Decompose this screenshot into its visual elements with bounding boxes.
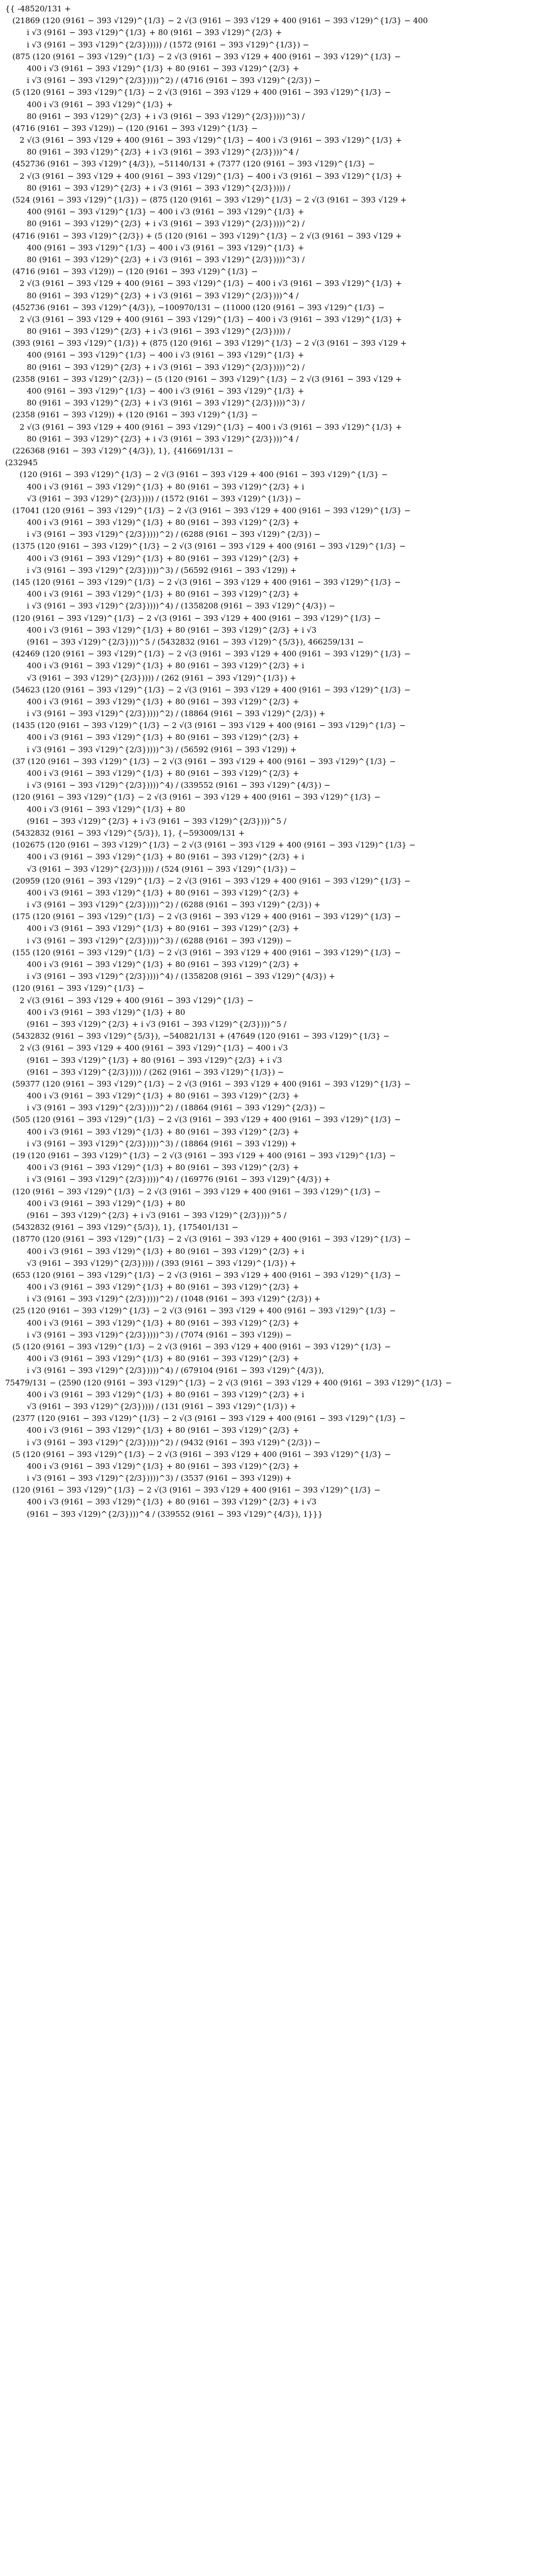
math-output-line: 400 (9161 − 393 √129)^{1/3} − 400 i √3 (9161 − 393 √129)^{1/3} + bbox=[27, 386, 304, 396]
math-output-line: 80 (9161 − 393 √129)^{2/3} + i √3 (9161 − 393 √129)^{2/3})))) / bbox=[27, 183, 291, 193]
math-output-line: 400 i √3 (9161 − 393 √129)^{1/3} + 80 (9161 − 393 √129)^{2/3} + bbox=[27, 1091, 299, 1101]
math-output-line: i √3 (9161 − 393 √129)^{2/3}))))^4) / (1358208 (9161 − 393 √129)^{4/3}) + bbox=[27, 972, 335, 981]
math-output-line: i √3 (9161 − 393 √129)^{2/3}))))^3) / (7074 (9161 − 393 √129)) − bbox=[27, 1330, 292, 1340]
math-output-line: 400 i √3 (9161 − 393 √129)^{1/3} + 80 (9161 − 393 √129)^{2/3} + i bbox=[27, 661, 304, 671]
math-output-line: (42469 (120 (9161 − 393 √129)^{1/3} − 2 √(3 (9161 − 393 √129 + 400 (9161 − 393 √129)^{1/3} − bbox=[12, 649, 411, 659]
math-output-line: (21869 (120 (9161 − 393 √129)^{1/3} − 2 √(3 (9161 − 393 √129 + 400 (9161 − 393 √129)^{1/3} − 400 bbox=[12, 16, 428, 26]
math-output-line: (120 (9161 − 393 √129)^{1/3} − 2 √(3 (9161 − 393 √129 + 400 (9161 − 393 √129)^{1/3} − bbox=[12, 613, 381, 623]
math-output-line: 400 i √3 (9161 − 393 √129)^{1/3} + 80 (9161 − 393 √129)^{2/3} + bbox=[27, 924, 299, 934]
math-output-line: i √3 (9161 − 393 √129)^{2/3}))))^3) / (56592 (9161 − 393 √129)) + bbox=[27, 744, 297, 754]
math-output-line: 80 (9161 − 393 √129)^{2/3} + i √3 (9161 − 393 √129)^{2/3}))))^3) / bbox=[27, 111, 305, 121]
math-output-line: (54623 (120 (9161 − 393 √129)^{1/3} − 2 √(3 (9161 − 393 √129 + 400 (9161 − 393 √129)^{1/3} − bbox=[12, 685, 411, 694]
math-output-line: (505 (120 (9161 − 393 √129)^{1/3} − 2 √(3 (9161 − 393 √129 + 400 (9161 − 393 √129)^{1/3} − bbox=[12, 1115, 401, 1125]
math-output-line: 400 i √3 (9161 − 393 √129)^{1/3} + 80 bbox=[27, 1007, 185, 1017]
math-output-line: 400 (9161 − 393 √129)^{1/3} − 400 i √3 (9161 − 393 √129)^{1/3} + bbox=[27, 350, 304, 360]
math-output-line: 2 √(3 (9161 − 393 √129 + 400 (9161 − 393 √129)^{1/3} − 400 i √3 (9161 − 393 √129)^{1/3} + bbox=[20, 422, 402, 432]
math-output-line: (875 (120 (9161 − 393 √129)^{1/3} − 2 √(3 (9161 − 393 √129 + 400 (9161 − 393 √129)^{1/3} − bbox=[12, 52, 401, 61]
math-output-line: i √3 (9161 − 393 √129)^{2/3}))))) / (1572 (9161 − 393 √129)^{1/3}) − bbox=[27, 40, 309, 49]
math-output-line: i √3 (9161 − 393 √129)^{2/3}))))^4) / (679104 (9161 − 393 √129)^{4/3}), bbox=[27, 1366, 324, 1376]
math-output-line: i √3 (9161 − 393 √129)^{2/3}))))^2) / (4716 (9161 − 393 √129)^{2/3}) − bbox=[27, 76, 321, 86]
math-output-line: (452736 (9161 − 393 √129)^{4/3}), −51140/131 + (7377 (120 (9161 − 393 √129)^{1/3} − bbox=[12, 159, 375, 169]
math-output-line: √3 (9161 − 393 √129)^{2/3})))) / (131 (9161 − 393 √129)^{1/3}) + bbox=[27, 1401, 297, 1411]
math-output-line: 400 i √3 (9161 − 393 √129)^{1/3} + 80 bbox=[27, 804, 185, 814]
math-output-line: 2 √(3 (9161 − 393 √129 + 400 (9161 − 393 √129)^{1/3} − 400 i √3 (9161 − 393 √129)^{1/3} + bbox=[20, 171, 402, 181]
math-output-line: 400 i √3 (9161 − 393 √129)^{1/3} + 80 (9161 − 393 √129)^{2/3} + i √3 bbox=[27, 1497, 317, 1507]
math-output-line: (25 (120 (9161 − 393 √129)^{1/3} − 2 √(3 (9161 − 393 √129 + 400 (9161 − 393 √129)^{1/3} − bbox=[12, 1306, 396, 1316]
math-output-line: (9161 − 393 √129)^{2/3} + i √3 (9161 − 393 √129)^{2/3})))^5 / bbox=[27, 1210, 286, 1220]
math-output-line: (120 (9161 − 393 √129)^{1/3} − 2 √(3 (9161 − 393 √129 + 400 (9161 − 393 √129)^{1/3} − bbox=[12, 792, 381, 802]
math-output-line: 400 i √3 (9161 − 393 √129)^{1/3} + 80 (9161 − 393 √129)^{2/3} + i bbox=[27, 1246, 304, 1256]
math-output-line: (19 (120 (9161 − 393 √129)^{1/3} − 2 √(3 (9161 − 393 √129 + 400 (9161 − 393 √129)^{1/3} − bbox=[12, 1151, 396, 1160]
math-output-line: 400 i √3 (9161 − 393 √129)^{1/3} + 80 (9161 − 393 √129)^{2/3} + bbox=[27, 1461, 299, 1471]
math-output-line: (5 (120 (9161 − 393 √129)^{1/3} − 2 √(3 (9161 − 393 √129 + 400 (9161 − 393 √129)^{1/3} − bbox=[12, 88, 391, 97]
math-output-line: (120 (9161 − 393 √129)^{1/3} − bbox=[12, 984, 144, 993]
math-output-line: 2 √(3 (9161 − 393 √129 + 400 (9161 − 393 √129)^{1/3} − 400 i √3 (9161 − 393 √129)^{1/3} + bbox=[20, 135, 402, 145]
math-output-line: √3 (9161 − 393 √129)^{2/3})))) / (1572 (9161 − 393 √129)^{1/3}) − bbox=[27, 494, 301, 503]
math-output-line: 80 (9161 − 393 √129)^{2/3} + i √3 (9161 − 393 √129)^{2/3}))))^2) / bbox=[27, 219, 305, 229]
math-output-line: 400 i √3 (9161 − 393 √129)^{1/3} + 80 (9161 − 393 √129)^{2/3} + bbox=[27, 769, 299, 778]
math-output-line: i √3 (9161 − 393 √129)^{1/3} + 80 (9161 − 393 √129)^{2/3} + bbox=[27, 28, 282, 38]
math-output-line: √3 (9161 − 393 √129)^{2/3})))) / (524 (9161 − 393 √129)^{1/3}) − bbox=[27, 864, 297, 874]
math-output-line: 400 (9161 − 393 √129)^{1/3} − 400 i √3 (9161 − 393 √129)^{1/3} + bbox=[27, 207, 304, 217]
math-output-line: 400 i √3 (9161 − 393 √129)^{1/3} + 80 (9161 − 393 √129)^{2/3} + bbox=[27, 888, 299, 897]
math-output-line: 400 i √3 (9161 − 393 √129)^{1/3} + 80 (9161 − 393 √129)^{2/3} + i √3 bbox=[27, 625, 317, 635]
math-output-line: i √3 (9161 − 393 √129)^{2/3}))))^2) / (18864 (9161 − 393 √129)^{2/3}) + bbox=[27, 709, 326, 719]
math-output-line: (17041 (120 (9161 − 393 √129)^{1/3} − 2 √(3 (9161 − 393 √129 + 400 (9161 − 393 √129)^{1/3} − bbox=[12, 505, 411, 515]
math-output-line: i √3 (9161 − 393 √129)^{2/3}))))^3) / (56592 (9161 − 393 √129)) + bbox=[27, 565, 297, 575]
math-output-line: 2 √(3 (9161 − 393 √129 + 400 (9161 − 393 √129)^{1/3} − 400 i √3 (9161 − 393 √129)^{1/3} + bbox=[20, 314, 402, 324]
math-output-line: (393 (9161 − 393 √129)^{1/3}) + (875 (120 (9161 − 393 √129)^{1/3} − 2 √(3 (9161 − 393 √129 + bbox=[12, 338, 407, 348]
math-output-line: i √3 (9161 − 393 √129)^{2/3}))))^2) / (6288 (9161 − 393 √129)^{2/3}) − bbox=[27, 530, 321, 539]
math-output-line: i √3 (9161 − 393 √129)^{2/3}))))^3) / (18864 (9161 − 393 √129)) + bbox=[27, 1139, 297, 1148]
math-output-line: 2 √(3 (9161 − 393 √129 + 400 (9161 − 393 √129)^{1/3} − 400 i √3 bbox=[20, 1043, 288, 1053]
math-output-line: 2 √(3 (9161 − 393 √129 + 400 (9161 − 393 √129)^{1/3} − 400 i √3 (9161 − 393 √129)^{1/3} + bbox=[20, 279, 402, 289]
math-output-line: (9161 − 393 √129)^{2/3})))) / (262 (9161 − 393 √129)^{1/3}) − bbox=[27, 1067, 284, 1077]
math-output-line: i √3 (9161 − 393 √129)^{2/3}))))^4) / (169776 (9161 − 393 √129)^{4/3}) + bbox=[27, 1175, 331, 1184]
math-output-line: (1435 (120 (9161 − 393 √129)^{1/3} − 2 √(3 (9161 − 393 √129 + 400 (9161 − 393 √129)^{1/3} − bbox=[12, 721, 406, 731]
math-output-line: (120 (9161 − 393 √129)^{1/3} − 2 √(3 (9161 − 393 √129 + 400 (9161 − 393 √129)^{1/3} − bbox=[20, 470, 388, 480]
math-output-line: (1375 (120 (9161 − 393 √129)^{1/3} − 2 √(3 (9161 − 393 √129 + 400 (9161 − 393 √129)^{1/3} − bbox=[12, 541, 406, 551]
math-output-line: (232945 bbox=[5, 458, 38, 468]
math-output-line: (102675 (120 (9161 − 393 √129)^{1/3} − 2 √(3 (9161 − 393 √129 + 400 (9161 − 393 √129)^{1/3} − bbox=[12, 840, 416, 850]
math-output-line: 400 i √3 (9161 − 393 √129)^{1/3} + 80 (9161 − 393 √129)^{2/3} + bbox=[27, 1426, 299, 1435]
math-output-line: (5432832 (9161 − 393 √129)^{5/3}), 1}, {175401/131 − bbox=[12, 1223, 239, 1232]
math-output-line: (155 (120 (9161 − 393 √129)^{1/3} − 2 √(3 (9161 − 393 √129 + 400 (9161 − 393 √129)^{1/3} − bbox=[12, 947, 401, 957]
math-output-line: 80 (9161 − 393 √129)^{2/3} + i √3 (9161 − 393 √129)^{2/3})))^4 / bbox=[27, 434, 299, 444]
math-output-line: (4716 (9161 − 393 √129)) − (120 (9161 − 393 √129)^{1/3} − bbox=[12, 123, 258, 133]
math-output-line: 75479/131 − (2590 (120 (9161 − 393 √129)^{1/3} − 2 √(3 (9161 − 393 √129 + 400 (9161 − 393 √129)^{1/3} − bbox=[5, 1378, 452, 1387]
math-output-line: (226368 (9161 − 393 √129)^{4/3}), 1}, {416691/131 − bbox=[12, 446, 234, 455]
math-output-line: (2358 (9161 − 393 √129)^{2/3}) − (5 (120 (9161 − 393 √129)^{1/3} − 2 √(3 (9161 − 393 √129 + bbox=[12, 374, 402, 384]
math-output-line: i √3 (9161 − 393 √129)^{2/3}))))^3) / (3537 (9161 − 393 √129)) + bbox=[27, 1473, 292, 1483]
math-output-line: 80 (9161 − 393 √129)^{2/3} + i √3 (9161 − 393 √129)^{2/3})))^4 / bbox=[27, 291, 299, 300]
math-output-line: (5432832 (9161 − 393 √129)^{5/3}), 1}, {−593009/131 + bbox=[12, 828, 245, 838]
math-output-line: i √3 (9161 − 393 √129)^{2/3}))))^2) / (9432 (9161 − 393 √129)^{2/3}) − bbox=[27, 1437, 321, 1447]
math-output-line: 400 i √3 (9161 − 393 √129)^{1/3} + 80 (9161 − 393 √129)^{2/3} + bbox=[27, 1127, 299, 1137]
math-output-line: (2377 (120 (9161 − 393 √129)^{1/3} − 2 √(3 (9161 − 393 √129 + 400 (9161 − 393 √129)^{1/3} − bbox=[12, 1414, 406, 1423]
math-output-line: (9161 − 393 √129)^{2/3} + i √3 (9161 − 393 √129)^{2/3})))^5 / bbox=[27, 1019, 286, 1029]
math-output-line: 400 i √3 (9161 − 393 √129)^{1/3} + 80 (9161 − 393 √129)^{2/3} + bbox=[27, 960, 299, 969]
math-output-line: (37 (120 (9161 − 393 √129)^{1/3} − 2 √(3 (9161 − 393 √129 + 400 (9161 − 393 √129)^{1/3} − bbox=[12, 756, 396, 766]
math-output-line: 400 i √3 (9161 − 393 √129)^{1/3} + 80 (9161 − 393 √129)^{2/3} + bbox=[27, 589, 299, 599]
math-output-line: 400 i √3 (9161 − 393 √129)^{1/3} + 80 bbox=[27, 1198, 185, 1208]
math-output-line: i √3 (9161 − 393 √129)^{2/3}))))^2) / (18864 (9161 − 393 √129)^{2/3}) − bbox=[27, 1103, 326, 1113]
math-output-line: (4716 (9161 − 393 √129)) − (120 (9161 − 393 √129)^{1/3} − bbox=[12, 267, 258, 277]
math-output-line: (120 (9161 − 393 √129)^{1/3} − 2 √(3 (9161 − 393 √129 + 400 (9161 − 393 √129)^{1/3} − bbox=[12, 1485, 381, 1495]
math-output-line: 400 i √3 (9161 − 393 √129)^{1/3} + 80 (9161 − 393 √129)^{2/3} + bbox=[27, 1318, 299, 1328]
math-output-line: 80 (9161 − 393 √129)^{2/3} + i √3 (9161 − 393 √129)^{2/3})))^4 / bbox=[27, 147, 299, 157]
math-output-line: 400 i √3 (9161 − 393 √129)^{1/3} + bbox=[27, 99, 173, 109]
math-output-line: (9161 − 393 √129)^{2/3} + i √3 (9161 − 393 √129)^{2/3})))^5 / bbox=[27, 816, 286, 826]
math-output-line: (452736 (9161 − 393 √129)^{4/3}), −100970/131 − (11000 (120 (9161 − 393 √129)^{1/3} − bbox=[12, 302, 385, 312]
math-output-line: 80 (9161 − 393 √129)^{2/3} + i √3 (9161 − 393 √129)^{2/3}))))^2) / bbox=[27, 362, 305, 372]
math-output-line: (5432832 (9161 − 393 √129)^{5/3}), −540821/131 + (47649 (120 (9161 − 393 √129)^{1/3} − bbox=[12, 1031, 390, 1041]
math-output-line: (9161 − 393 √129)^{2/3})))^5 / (5432832 (9161 − 393 √129)^{5/3}), 466259/131 − bbox=[27, 637, 364, 647]
math-output-line: (5 (120 (9161 − 393 √129)^{1/3} − 2 √(3 (9161 − 393 √129 + 400 (9161 − 393 √129)^{1/3} − bbox=[12, 1449, 391, 1459]
math-output-line: (653 (120 (9161 − 393 √129)^{1/3} − 2 √(3 (9161 − 393 √129 + 400 (9161 − 393 √129)^{1/3} − bbox=[12, 1270, 401, 1280]
math-output-line: (20959 (120 (9161 − 393 √129)^{1/3} − 2 √(3 (9161 − 393 √129 + 400 (9161 − 393 √129)^{1/3} − bbox=[12, 876, 411, 886]
math-output-line: 400 i √3 (9161 − 393 √129)^{1/3} + 80 (9161 − 393 √129)^{2/3} + bbox=[27, 518, 299, 528]
math-output-line: (59377 (120 (9161 − 393 √129)^{1/3} − 2 √(3 (9161 − 393 √129 + 400 (9161 − 393 √129)^{1/3} − bbox=[12, 1079, 411, 1089]
math-output-line: (524 (9161 − 393 √129)^{1/3}) − (875 (120 (9161 − 393 √129)^{1/3} − 2 √(3 (9161 − 393 √129 + bbox=[12, 195, 407, 205]
math-output-line: (5 (120 (9161 − 393 √129)^{1/3} − 2 √(3 (9161 − 393 √129 + 400 (9161 − 393 √129)^{1/3} − bbox=[12, 1342, 391, 1351]
math-output-line: 2 √(3 (9161 − 393 √129 + 400 (9161 − 393 √129)^{1/3} − bbox=[20, 995, 253, 1005]
math-output-line: i √3 (9161 − 393 √129)^{2/3}))))^3) / (6288 (9161 − 393 √129)) − bbox=[27, 936, 292, 945]
math-output-line: √3 (9161 − 393 √129)^{2/3})))) / (393 (9161 − 393 √129)^{1/3}) + bbox=[27, 1258, 297, 1268]
math-output-line: 400 i √3 (9161 − 393 √129)^{1/3} + 80 (9161 − 393 √129)^{2/3} + i bbox=[27, 1389, 304, 1399]
math-output-line: (9161 − 393 √129)^{2/3})))^4 / (339552 (9161 − 393 √129)^{4/3}), 1}}} bbox=[27, 1509, 323, 1519]
math-output-line: 400 i √3 (9161 − 393 √129)^{1/3} + 80 (9161 − 393 √129)^{2/3} + bbox=[27, 1354, 299, 1364]
math-output-line: i √3 (9161 − 393 √129)^{2/3}))))^4) / (1358208 (9161 − 393 √129)^{4/3}) − bbox=[27, 601, 335, 611]
math-output-line: 80 (9161 − 393 √129)^{2/3} + i √3 (9161 − 393 √129)^{2/3}))))^3) / bbox=[27, 255, 305, 264]
math-output-line: {{ -48520/131 + bbox=[5, 4, 71, 13]
math-output-line: i √3 (9161 − 393 √129)^{2/3}))))^4) / (339552 (9161 − 393 √129)^{4/3}) − bbox=[27, 781, 331, 790]
math-output-line: (175 (120 (9161 − 393 √129)^{1/3} − 2 √(3 (9161 − 393 √129 + 400 (9161 − 393 √129)^{1/3} − bbox=[12, 912, 401, 922]
math-output-line: 400 i √3 (9161 − 393 √129)^{1/3} + 80 (9161 − 393 √129)^{2/3} + bbox=[27, 1163, 299, 1173]
math-output-line: 400 i √3 (9161 − 393 √129)^{1/3} + 80 (9161 − 393 √129)^{2/3} + bbox=[27, 697, 299, 706]
math-output-line: 400 i √3 (9161 − 393 √129)^{1/3} + 80 (9161 − 393 √129)^{2/3} + i bbox=[27, 482, 304, 492]
math-output-line: 400 i √3 (9161 − 393 √129)^{1/3} + 80 (9161 − 393 √129)^{2/3} + bbox=[27, 733, 299, 742]
math-output-line: (9161 − 393 √129)^{1/3} + 80 (9161 − 393 √129)^{2/3} + i √3 bbox=[27, 1055, 282, 1065]
math-output-line: 400 i √3 (9161 − 393 √129)^{1/3} + 80 (9161 − 393 √129)^{2/3} + i bbox=[27, 852, 304, 862]
math-output-line: 400 i √3 (9161 − 393 √129)^{1/3} + 80 (9161 − 393 √129)^{2/3} + bbox=[27, 553, 299, 563]
math-output-line: i √3 (9161 − 393 √129)^{2/3}))))^2) / (1048 (9161 − 393 √129)^{2/3}) + bbox=[27, 1294, 321, 1304]
math-output-line: (120 (9161 − 393 √129)^{1/3} − 2 √(3 (9161 − 393 √129 + 400 (9161 − 393 √129)^{1/3} − bbox=[12, 1187, 381, 1196]
math-output-line: (18770 (120 (9161 − 393 √129)^{1/3} − 2 √(3 (9161 − 393 √129 + 400 (9161 − 393 √129)^{1/3} − bbox=[12, 1234, 411, 1244]
math-output-line: (2358 (9161 − 393 √129)) + (120 (9161 − 393 √129)^{1/3} − bbox=[12, 410, 258, 420]
math-output-line: (4716 (9161 − 393 √129)^{2/3}) + (5 (120 (9161 − 393 √129)^{1/3} − 2 √(3 (9161 − 393 √129 + bbox=[12, 231, 402, 241]
math-output-line: i √3 (9161 − 393 √129)^{2/3}))))^2) / (6288 (9161 − 393 √129)^{2/3}) + bbox=[27, 900, 321, 910]
math-output-line: 400 i √3 (9161 − 393 √129)^{1/3} + 80 (9161 − 393 √129)^{2/3} + bbox=[27, 63, 299, 73]
math-output-line: 400 (9161 − 393 √129)^{1/3} − 400 i √3 (9161 − 393 √129)^{1/3} + bbox=[27, 243, 304, 252]
math-output-line: 400 i √3 (9161 − 393 √129)^{1/3} + 80 (9161 − 393 √129)^{2/3} + bbox=[27, 1282, 299, 1292]
math-output-line: √3 (9161 − 393 √129)^{2/3})))) / (262 (9161 − 393 √129)^{1/3}) + bbox=[27, 673, 297, 683]
math-output-line: 80 (9161 − 393 √129)^{2/3} + i √3 (9161 − 393 √129)^{2/3})))) / bbox=[27, 327, 291, 336]
math-output-line: 80 (9161 − 393 √129)^{2/3} + i √3 (9161 − 393 √129)^{2/3}))))^3) / bbox=[27, 398, 305, 408]
math-output-line: (145 (120 (9161 − 393 √129)^{1/3} − 2 √(3 (9161 − 393 √129 + 400 (9161 − 393 √129)^{1/3} − bbox=[12, 578, 401, 587]
math-output bbox=[5, 3, 555, 1520]
